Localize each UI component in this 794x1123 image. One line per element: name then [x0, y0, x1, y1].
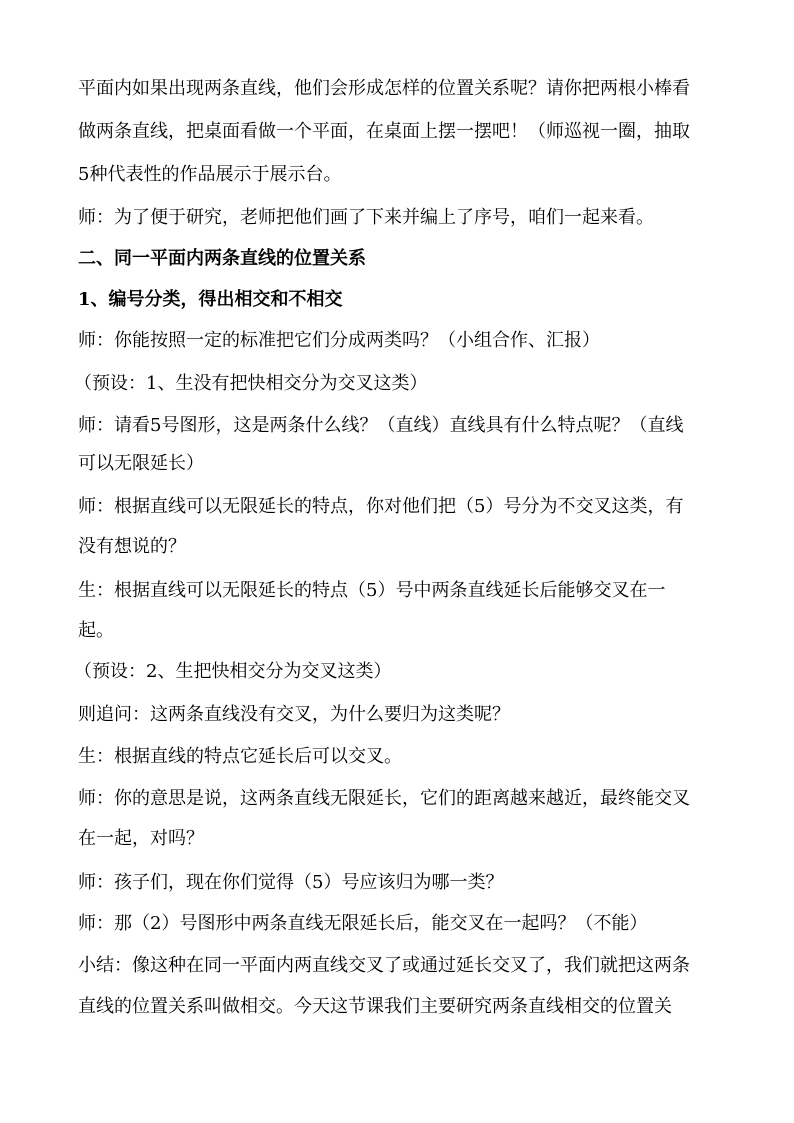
teacher-question-figure-2: 师：那（2）号图形中两条直线无限延长后，能交叉在一起吗？（不能） — [78, 913, 648, 934]
student-line: 生：根据直线可以无限延长的特点（5）号中两条直线延长后能够交叉在一 — [78, 580, 666, 601]
teacher-line: 师：为了便于研究，老师把他们画了下来并编上了序号，咱们一起来看。 — [78, 207, 654, 228]
paragraph-line-2: 做两条直线，把桌面看做一个平面，在桌面上摆一摆吧！（师巡视一圈，抽取 — [78, 121, 690, 142]
teacher-clarification-cont: 在一起，对吗？ — [78, 828, 204, 849]
subsection-heading: 1、编号分类，得出相交和不相交 — [78, 289, 343, 310]
teacher-question-figure-5: 师：孩子们，现在你们觉得（5）号应该归为哪一类？ — [78, 872, 504, 893]
student-answer: 生：根据直线的特点它延长后可以交叉。 — [78, 746, 402, 767]
teacher-line-figure-5: 师：请看5号图形，这是两条什么线？（直线）直线具有什么特点呢？（直线 — [78, 415, 684, 436]
teacher-line-extension: 师：根据直线可以无限延长的特点，你对他们把（5）号分为不交叉这类，有 — [78, 496, 684, 517]
preset-note-1: （预设：1、生没有把快相交分为交叉这类） — [74, 373, 428, 394]
preset-note-2: （预设：2、生把快相交分为交叉这类） — [74, 661, 392, 682]
summary-line-cont: 直线的位置关系叫做相交。今天这节课我们主要研究两条直线相交的位置关 — [78, 996, 672, 1017]
teacher-question: 师：你能按照一定的标准把它们分成两类吗？（小组合作、汇报） — [78, 330, 600, 351]
teacher-clarification: 师：你的意思是说，这两条直线无限延长，它们的距离越来越近，最终能交叉 — [78, 788, 690, 809]
teacher-line-extension-cont: 没有想说的？ — [78, 536, 186, 557]
paragraph-line-1: 平面内如果出现两条直线，他们会形成怎样的位置关系呢？请你把两根小棒看 — [78, 78, 690, 99]
student-line-cont: 起。 — [78, 620, 114, 641]
summary-line: 小结：像这种在同一平面内两直线交叉了或通过延长交叉了，我们就把这两条 — [78, 955, 690, 976]
paragraph-line-3: 5种代表性的作品展示于展示台。 — [78, 164, 342, 185]
teacher-line-figure-5-cont: 可以无限延长） — [78, 453, 204, 474]
section-heading: 二、同一平面内两条直线的位置关系 — [78, 248, 366, 269]
follow-up-question: 则追问：这两条直线没有交叉，为什么要归为这类呢？ — [78, 704, 510, 725]
